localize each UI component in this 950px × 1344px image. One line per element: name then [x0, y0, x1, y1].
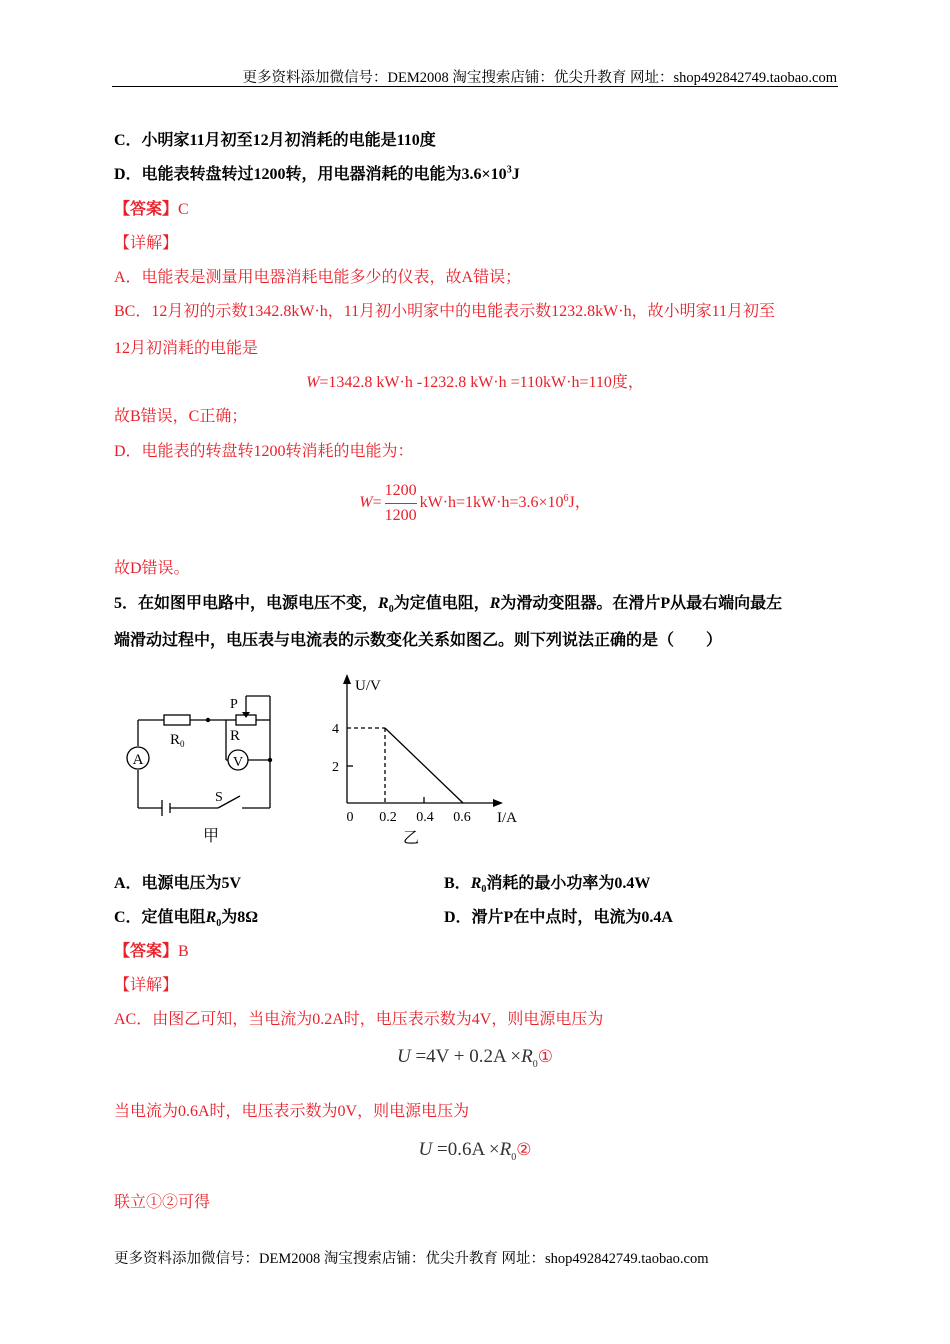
y-axis-label: U/V — [355, 678, 381, 694]
y-axis-arrow-icon — [343, 674, 351, 684]
y-tick-2: 2 — [332, 760, 339, 775]
q4-explain-d: D．电能表的转盘转1200转消耗的电能为： — [114, 443, 414, 460]
q5-explain-3: 联立①②可得 — [114, 1194, 211, 1211]
q4-equation-1: W=1342.8 kW·h -1232.8 kW·h =110kW·h=110度， — [306, 374, 644, 391]
r-label: R — [230, 728, 241, 744]
q4-answer: 【答案】C — [114, 201, 189, 218]
r0-label: $R_0$ — [170, 732, 185, 749]
x-axis-arrow-icon — [493, 799, 503, 807]
x-tick-0-2: 0.2 — [379, 810, 397, 825]
x-axis-label: I/A — [497, 810, 517, 826]
figure-b-caption: 乙 — [402, 828, 420, 847]
header-divider — [112, 86, 838, 87]
fraction: $\frac{1200}{1200}$ — [385, 479, 417, 528]
q5-answer: 【答案】B — [114, 943, 189, 960]
q4-explain-d-end: 故D错误。 — [114, 560, 190, 577]
q4-detail-label: 【详解】 — [114, 235, 179, 252]
circuit-diagram — [118, 688, 288, 848]
q5-equation-2: $U =0.6A \times R_0②$ — [418, 1139, 532, 1163]
ui-graph — [325, 670, 530, 850]
q5-stem-1: 5．在如图甲电路中，电源电压不变，$R_0$为定值电阻，R为滑动变阻器。在滑片P从最右端向最左 — [114, 595, 783, 616]
q4-option-d: D．电能表转盘转过1200转，用电器消耗的电能为$3.6\times 10^3J$ — [114, 164, 520, 183]
voltmeter-label: V — [232, 755, 244, 770]
q5-detail-label: 【详解】 — [114, 977, 179, 994]
q5-equation-1: $U =4V + 0.2A \times R_0①$ — [396, 1046, 554, 1070]
q4-explain-bc-1: BC．12月初的示数1342.8kW·h，11月初小明家中的电能表示数1232.8kW·h，故小明家11月初至 — [114, 303, 776, 320]
q5-option-b: B．$R_0$消耗的最小功率为0.4W — [444, 875, 651, 896]
q5-explain-ac: AC．由图乙可知，当电流为0.2A时，电压表示数为4V，则电源电压为 — [114, 1011, 604, 1028]
x-tick-0: 0 — [346, 810, 354, 825]
page-footer: 更多资料添加微信号：DEM2008 淘宝搜索店铺：优尖升教育 网址：shop492842749.taobao.com — [114, 1251, 709, 1267]
q4-option-c: C．小明家11月初至12月初消耗的电能是110度 — [114, 132, 436, 149]
x-tick-0-4: 0.4 — [416, 810, 434, 825]
q4-explain-bc-3: 故B错误，C正确； — [114, 408, 248, 425]
q5-stem-2: 端滑动过程中，电压表与电流表的示数变化关系如图乙。则下列说法正确的是（ ） — [114, 632, 723, 649]
ammeter-label: A — [132, 752, 144, 768]
q5-option-a: A．电源电压为5V — [114, 875, 242, 892]
q4-explain-a: A．电能表是测量用电器消耗电能多少的仪表，故A错误； — [114, 269, 522, 286]
switch-label: S — [215, 790, 223, 805]
x-tick-0-6: 0.6 — [453, 810, 471, 825]
q5-explain-2: 当电流为0.6A时，电压表示数为0V，则电源电压为 — [114, 1103, 470, 1120]
y-tick-4: 4 — [332, 722, 339, 737]
page-header: 更多资料添加微信号：DEM2008 淘宝搜索店铺：优尖升教育 网址：shop492842749.taobao.com — [242, 70, 837, 86]
figure-a-caption: 甲 — [202, 826, 220, 845]
q5-option-c: C．定值电阻$R_0$为8Ω — [114, 909, 259, 930]
slider-p-label: P — [230, 697, 238, 712]
q4-equation-2: W= $\frac{1200}{1200}$ $kW\cdot h=1kW\cdot h=3.6\times 10^6J$， — [0, 479, 950, 528]
q5-option-d: D．滑片P在中点时，电流为0.4A — [444, 909, 673, 926]
q4-explain-bc-2: 12月初消耗的电能是 — [114, 340, 259, 357]
